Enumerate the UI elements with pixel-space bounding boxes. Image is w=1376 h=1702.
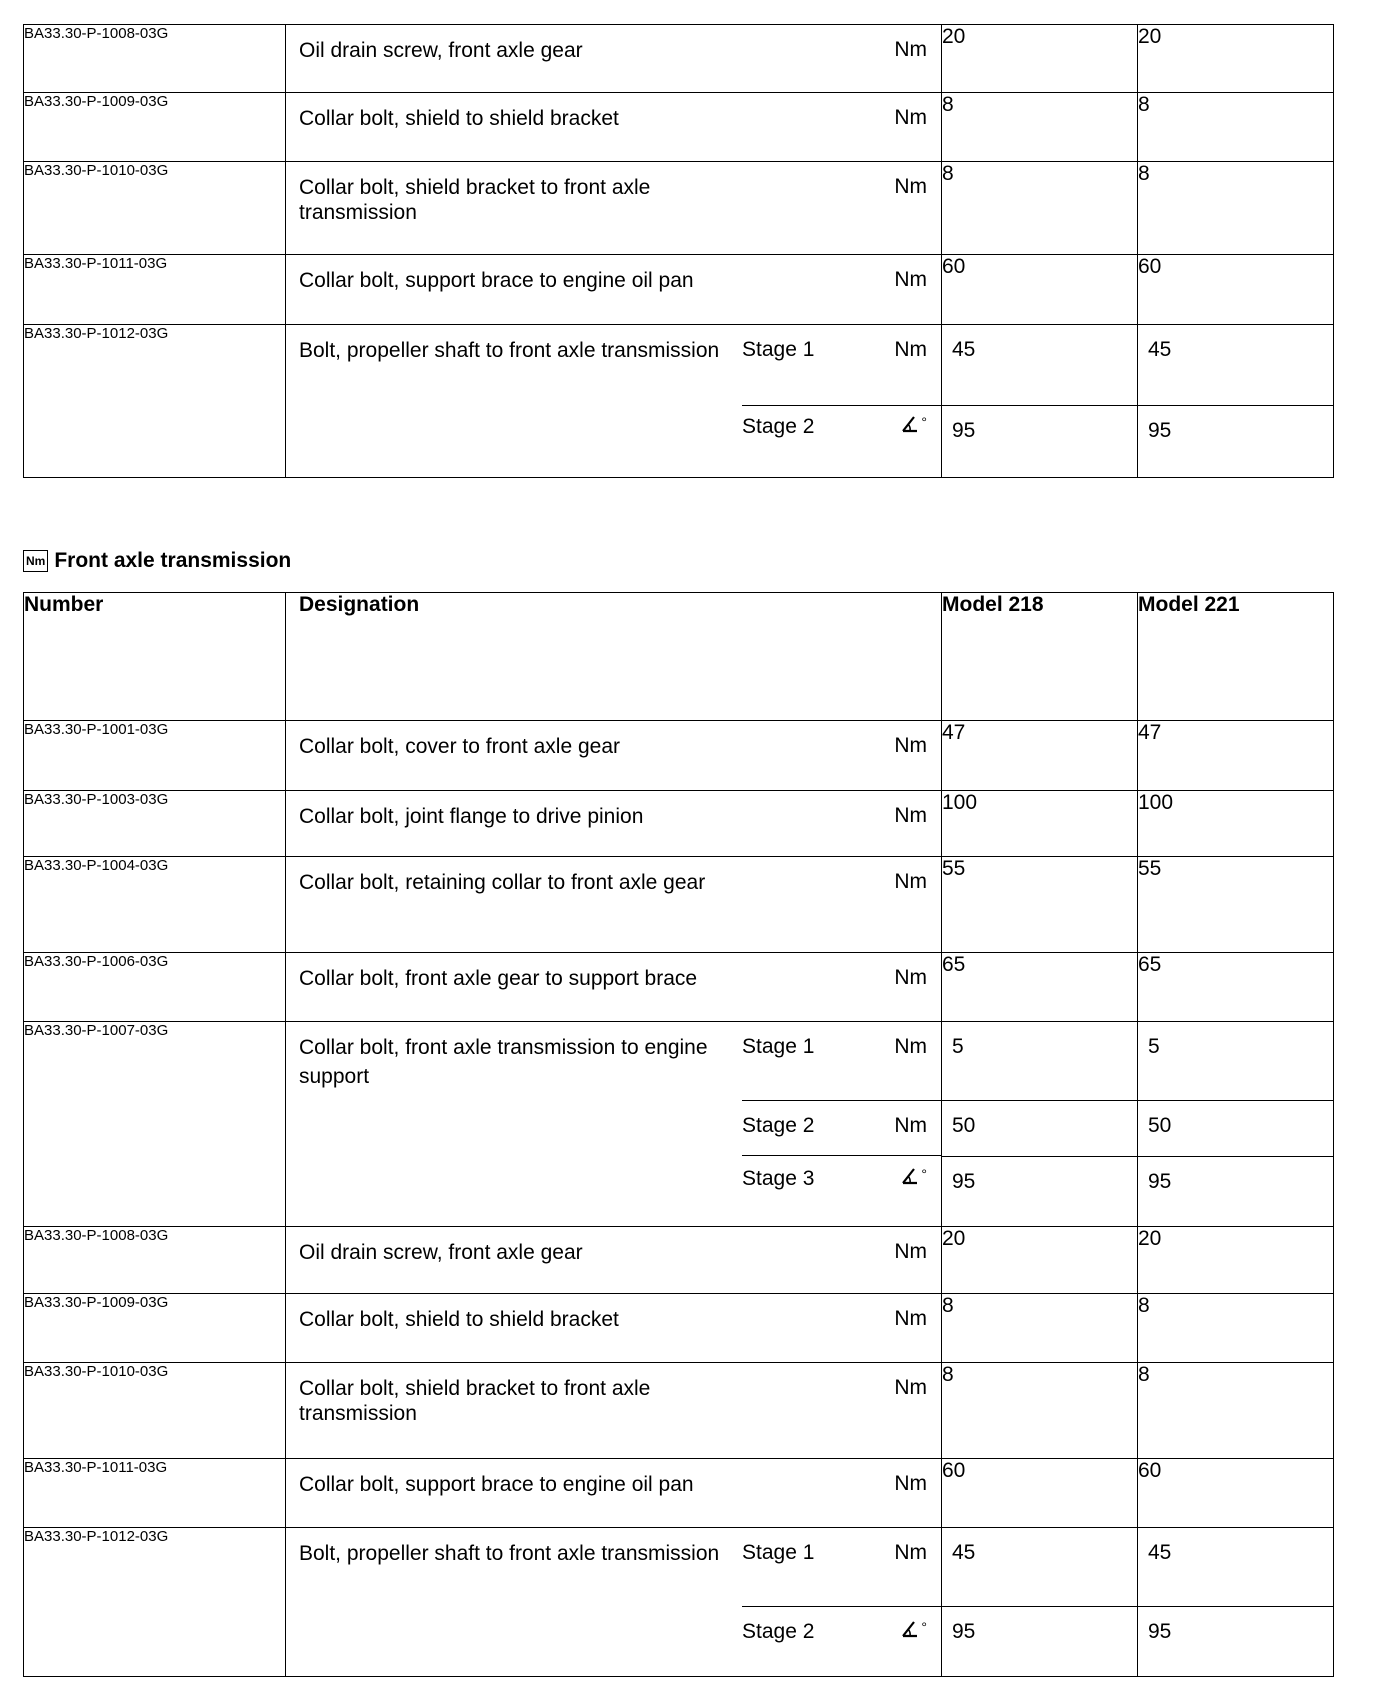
header-number: Number: [24, 593, 286, 721]
designation-cell: [286, 1227, 942, 1294]
model-218-value: 45: [952, 1541, 976, 1564]
unit: Nm: [894, 804, 927, 827]
stage-divider: [742, 1606, 941, 1607]
part-number: BA33.30-P-1009-03G: [24, 1294, 286, 1363]
designation-cell: [286, 93, 942, 162]
designation: Collar bolt, shield to shield bracket: [299, 107, 619, 130]
model-221-value: 8: [1138, 162, 1334, 255]
stage-divider: [742, 405, 941, 406]
model-218-value: 100: [942, 791, 1138, 857]
model-221-value: 50: [1138, 1100, 1333, 1156]
model-221-value: 95: [1138, 1156, 1333, 1226]
model-221-value: 8: [1138, 1294, 1334, 1363]
designation: Collar bolt, shield bracket to front axle transmission: [299, 176, 651, 224]
part-number: BA33.30-P-1007-03G: [24, 1022, 286, 1227]
stage-label: Stage 1: [742, 338, 815, 361]
model-218-cell: [942, 1022, 1138, 1227]
torque-icon: Nm: [23, 550, 48, 572]
designation-cell: [286, 162, 942, 255]
degree-sign: °: [921, 1166, 927, 1182]
unit: Nm: [894, 1114, 927, 1137]
designation: Collar bolt, support brace to engine oil pan: [299, 269, 694, 292]
unit: Nm: [894, 175, 927, 198]
designation: Bolt, propeller shaft to front axle transmission: [299, 339, 720, 362]
model-218-cell: [942, 325, 1138, 478]
model-218-value: 47: [942, 721, 1138, 791]
designation-cell: [286, 25, 942, 93]
model-221-value: 95: [1138, 1606, 1333, 1676]
model-221-value: 65: [1138, 953, 1334, 1022]
model-221-value: 45: [1148, 1541, 1172, 1564]
designation: Oil drain screw, front axle gear: [299, 39, 583, 62]
stage-label: Stage 3: [742, 1167, 815, 1190]
designation-cell: [286, 255, 942, 325]
table-row: [24, 325, 1334, 478]
part-number: BA33.30-P-1010-03G: [24, 162, 286, 255]
part-number: BA33.30-P-1010-03G: [24, 1363, 286, 1459]
degree-sign: °: [921, 1619, 927, 1635]
section-title-text: Front axle transmission: [54, 549, 292, 572]
torque-table: [23, 592, 1334, 1677]
model-218-value: 60: [942, 1459, 1138, 1528]
designation-cell: [286, 1528, 942, 1677]
model-218-value: 95: [942, 1156, 1137, 1226]
unit: Nm: [894, 1035, 927, 1058]
part-number: BA33.30-P-1006-03G: [24, 953, 286, 1022]
table-row: [24, 721, 1334, 791]
unit: Nm: [894, 1541, 927, 1564]
angle-icon: [900, 1167, 920, 1185]
model-218-value: 8: [942, 162, 1138, 255]
table-header-row: [24, 593, 1334, 721]
angle-unit: [900, 1167, 927, 1185]
model-221-value: 100: [1138, 791, 1334, 857]
part-number: BA33.30-P-1011-03G: [24, 1459, 286, 1528]
model-218-value: 95: [942, 1606, 1137, 1676]
designation-cell: [286, 325, 942, 478]
model-221-value: 60: [1138, 255, 1334, 325]
header-designation: Designation: [286, 593, 942, 721]
model-221-value: 45: [1148, 338, 1172, 361]
model-221-cell: [1138, 1022, 1334, 1227]
stage-divider: [742, 1100, 941, 1101]
model-218-value: 95: [942, 405, 1137, 477]
designation-cell: [286, 791, 942, 857]
model-218-value: 45: [952, 338, 976, 361]
stage-label: Stage 2: [742, 1620, 815, 1643]
header-model-218: Model 218: [942, 593, 1138, 721]
part-number: BA33.30-P-1004-03G: [24, 857, 286, 953]
designation-cell: [286, 1022, 942, 1227]
designation: Bolt, propeller shaft to front axle transmission: [299, 1542, 720, 1565]
stage-label: Stage 1: [742, 1541, 815, 1564]
unit: Nm: [894, 338, 927, 361]
model-218-value: 8: [942, 1363, 1138, 1459]
table-row: [24, 1227, 1334, 1294]
model-218-value: 8: [942, 93, 1138, 162]
unit: Nm: [894, 1307, 927, 1330]
designation-cell: [286, 1294, 942, 1363]
stage-divider: [742, 1155, 941, 1156]
designation-cell: [286, 953, 942, 1022]
table-row: [24, 1294, 1334, 1363]
section-title: [23, 549, 291, 573]
unit: Nm: [894, 1472, 927, 1495]
angle-icon: [900, 415, 920, 433]
table-row: [24, 1459, 1334, 1528]
part-number: BA33.30-P-1008-03G: [24, 1227, 286, 1294]
model-218-value: 55: [942, 857, 1138, 953]
model-218-cell: [942, 1528, 1138, 1677]
table-row: [24, 25, 1334, 93]
table-row: [24, 162, 1334, 255]
designation: Collar bolt, support brace to engine oil pan: [299, 1473, 694, 1496]
designation: Collar bolt, front axle transmission to engine support: [299, 1036, 708, 1088]
table-row: [24, 1022, 1334, 1227]
unit: Nm: [894, 870, 927, 893]
designation: Collar bolt, joint flange to drive pinion: [299, 805, 644, 828]
model-221-value: 8: [1138, 1363, 1334, 1459]
table-row: [24, 1528, 1334, 1677]
unit: Nm: [894, 966, 927, 989]
part-number: BA33.30-P-1012-03G: [24, 325, 286, 478]
table-row: [24, 93, 1334, 162]
table-row: [24, 791, 1334, 857]
stage-label: Stage 2: [742, 415, 815, 438]
part-number: BA33.30-P-1011-03G: [24, 255, 286, 325]
designation: Collar bolt, shield to shield bracket: [299, 1308, 619, 1331]
part-number: BA33.30-P-1001-03G: [24, 721, 286, 791]
stage-label: Stage 2: [742, 1114, 815, 1137]
model-218-value: 8: [942, 1294, 1138, 1363]
unit: Nm: [894, 734, 927, 757]
model-221-value: 8: [1138, 93, 1334, 162]
designation: Collar bolt, shield bracket to front axle transmission: [299, 1377, 651, 1425]
model-221-value: 60: [1138, 1459, 1334, 1528]
model-218-value: 60: [942, 255, 1138, 325]
model-221-value: 5: [1148, 1035, 1160, 1058]
table-row: [24, 953, 1334, 1022]
designation: Collar bolt, cover to front axle gear: [299, 735, 620, 758]
designation: Oil drain screw, front axle gear: [299, 1241, 583, 1264]
unit: Nm: [894, 1376, 927, 1399]
header-model-221: Model 221: [1138, 593, 1334, 721]
designation-cell: [286, 1363, 942, 1459]
table-row: [24, 857, 1334, 953]
unit: Nm: [894, 38, 927, 61]
model-218-value: 5: [952, 1035, 964, 1058]
model-221-value: 47: [1138, 721, 1334, 791]
model-221-value: 55: [1138, 857, 1334, 953]
model-218-value: 50: [942, 1100, 1137, 1156]
angle-icon: [900, 1620, 920, 1638]
designation: Collar bolt, front axle gear to support brace: [299, 967, 698, 990]
angle-unit: [900, 415, 927, 433]
model-218-value: 20: [942, 1227, 1138, 1294]
designation-cell: [286, 857, 942, 953]
model-221-value: 20: [1138, 25, 1334, 93]
table-row: [24, 255, 1334, 325]
model-218-value: 20: [942, 25, 1138, 93]
part-number: BA33.30-P-1012-03G: [24, 1528, 286, 1677]
model-221-value: 20: [1138, 1227, 1334, 1294]
part-number: BA33.30-P-1003-03G: [24, 791, 286, 857]
part-number: BA33.30-P-1008-03G: [24, 25, 286, 93]
stage-label: Stage 1: [742, 1035, 815, 1058]
degree-sign: °: [921, 414, 927, 430]
part-number: BA33.30-P-1009-03G: [24, 93, 286, 162]
unit: Nm: [894, 1240, 927, 1263]
unit: Nm: [894, 268, 927, 291]
model-218-value: 65: [942, 953, 1138, 1022]
unit: Nm: [894, 106, 927, 129]
model-221-cell: [1138, 1528, 1334, 1677]
designation: Collar bolt, retaining collar to front axle gear: [299, 871, 706, 894]
torque-table-continued: [23, 24, 1334, 478]
designation-cell: [286, 1459, 942, 1528]
designation-cell: [286, 721, 942, 791]
table-row: [24, 1363, 1334, 1459]
model-221-value: 95: [1138, 405, 1333, 477]
angle-unit: [900, 1620, 927, 1638]
model-221-cell: [1138, 325, 1334, 478]
